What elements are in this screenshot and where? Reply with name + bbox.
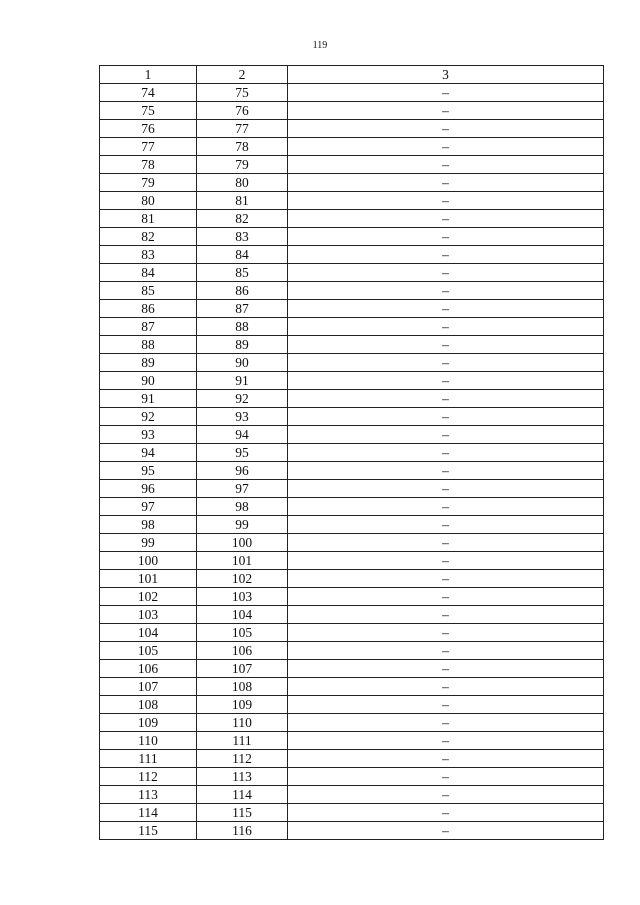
table-cell-col-3: –: [288, 318, 604, 336]
table-cell-col-1: 112: [100, 768, 197, 786]
table-cell-col-1: 114: [100, 804, 197, 822]
table-cell-col-3: –: [288, 354, 604, 372]
table-cell-col-2: 85: [197, 264, 288, 282]
table-cell-col-3: –: [288, 174, 604, 192]
table-cell-col-3: –: [288, 102, 604, 120]
table-cell-col-3: –: [288, 444, 604, 462]
table-row: [100, 678, 604, 696]
table-cell-col-3: –: [288, 228, 604, 246]
table-cell-col-2: 107: [197, 660, 288, 678]
table-row: [100, 336, 604, 354]
table-row: [100, 606, 604, 624]
table-cell-col-1: 74: [100, 84, 197, 102]
table-cell-col-3: –: [288, 372, 604, 390]
table-row: [100, 264, 604, 282]
table-row: [100, 822, 604, 840]
table-cell-col-2: 102: [197, 570, 288, 588]
table-cell-col-1: 102: [100, 588, 197, 606]
table-row: [100, 462, 604, 480]
table-cell-col-3: –: [288, 516, 604, 534]
table-row: [100, 552, 604, 570]
table-cell-col-2: 104: [197, 606, 288, 624]
table-row: [100, 660, 604, 678]
table-cell-col-1: 81: [100, 210, 197, 228]
table-cell-col-3: –: [288, 696, 604, 714]
table-cell-col-3: –: [288, 84, 604, 102]
table-cell-col-1: 87: [100, 318, 197, 336]
table-cell-col-3: –: [288, 156, 604, 174]
table-cell-col-2: 83: [197, 228, 288, 246]
table-cell-col-3: –: [288, 264, 604, 282]
table-cell-col-3: –: [288, 282, 604, 300]
table-row: [100, 732, 604, 750]
table-cell-col-1: 76: [100, 120, 197, 138]
table-cell-col-3: –: [288, 786, 604, 804]
table-row: [100, 696, 604, 714]
table-row: [100, 354, 604, 372]
table-cell-col-3: –: [288, 120, 604, 138]
table-cell-col-2: 91: [197, 372, 288, 390]
table-cell-col-3: –: [288, 714, 604, 732]
table-cell-col-2: 108: [197, 678, 288, 696]
table-cell-col-1: 80: [100, 192, 197, 210]
table-row: [100, 192, 604, 210]
table-cell-col-2: 110: [197, 714, 288, 732]
table-row: [100, 372, 604, 390]
table-cell-col-1: 94: [100, 444, 197, 462]
header-row: [100, 66, 604, 84]
table-row: [100, 750, 604, 768]
table-cell-col-1: 105: [100, 642, 197, 660]
table-cell-col-3: –: [288, 678, 604, 696]
table-row: [100, 390, 604, 408]
table-row: [100, 714, 604, 732]
table-row: [100, 102, 604, 120]
table-row: [100, 534, 604, 552]
table-row: [100, 624, 604, 642]
table-cell-col-2: 75: [197, 84, 288, 102]
table-cell-col-1: 92: [100, 408, 197, 426]
table-cell-col-1: 93: [100, 426, 197, 444]
table-row: [100, 210, 604, 228]
table-cell-col-2: 106: [197, 642, 288, 660]
table-cell-col-2: 97: [197, 480, 288, 498]
table-row: [100, 318, 604, 336]
table-row: [100, 120, 604, 138]
table-cell-col-3: –: [288, 408, 604, 426]
table-cell-col-2: 86: [197, 282, 288, 300]
table-cell-col-3: –: [288, 822, 604, 840]
table-cell-col-1: 104: [100, 624, 197, 642]
table-cell-col-2: 112: [197, 750, 288, 768]
table-cell-col-2: 98: [197, 498, 288, 516]
table-cell-col-1: 95: [100, 462, 197, 480]
table-cell-col-1: 108: [100, 696, 197, 714]
table-cell-col-1: 86: [100, 300, 197, 318]
table-row: [100, 786, 604, 804]
table-cell-col-1: 99: [100, 534, 197, 552]
table-cell-col-1: 101: [100, 570, 197, 588]
table-row: [100, 174, 604, 192]
table-cell-col-2: 77: [197, 120, 288, 138]
header-cell-1: 1: [100, 66, 197, 84]
table-cell-col-1: 89: [100, 354, 197, 372]
table-cell-col-2: 96: [197, 462, 288, 480]
table-row: [100, 804, 604, 822]
table-cell-col-3: –: [288, 336, 604, 354]
table-cell-col-2: 92: [197, 390, 288, 408]
table-cell-col-1: 85: [100, 282, 197, 300]
table-cell-col-2: 93: [197, 408, 288, 426]
table-cell-col-3: –: [288, 426, 604, 444]
table-row: [100, 480, 604, 498]
table-row: [100, 516, 604, 534]
table-cell-col-2: 114: [197, 786, 288, 804]
table-cell-col-3: –: [288, 660, 604, 678]
table-cell-col-2: 94: [197, 426, 288, 444]
table-row: [100, 228, 604, 246]
table-cell-col-1: 77: [100, 138, 197, 156]
table-cell-col-1: 78: [100, 156, 197, 174]
table-cell-col-3: –: [288, 750, 604, 768]
table-cell-col-3: –: [288, 768, 604, 786]
table-cell-col-3: –: [288, 804, 604, 822]
table-cell-col-2: 76: [197, 102, 288, 120]
table-cell-col-3: –: [288, 462, 604, 480]
table-cell-col-3: –: [288, 552, 604, 570]
table-cell-col-2: 89: [197, 336, 288, 354]
table-cell-col-3: –: [288, 210, 604, 228]
table-cell-col-1: 97: [100, 498, 197, 516]
table-row: [100, 570, 604, 588]
table-cell-col-1: 103: [100, 606, 197, 624]
header-cell-2: 2: [197, 66, 288, 84]
table-cell-col-1: 113: [100, 786, 197, 804]
table-cell-col-1: 91: [100, 390, 197, 408]
table-cell-col-2: 87: [197, 300, 288, 318]
table-cell-col-2: 82: [197, 210, 288, 228]
data-table: [99, 65, 604, 840]
table-cell-col-2: 80: [197, 174, 288, 192]
table-cell-col-3: –: [288, 570, 604, 588]
table-cell-col-3: –: [288, 300, 604, 318]
table-cell-col-2: 101: [197, 552, 288, 570]
table-row: [100, 246, 604, 264]
table-cell-col-1: 115: [100, 822, 197, 840]
table-row: [100, 426, 604, 444]
table-cell-col-2: 109: [197, 696, 288, 714]
table-cell-col-3: –: [288, 498, 604, 516]
table-row: [100, 498, 604, 516]
table-cell-col-1: 111: [100, 750, 197, 768]
page-number: 119: [312, 40, 328, 51]
table-cell-col-2: 90: [197, 354, 288, 372]
table-cell-col-1: 82: [100, 228, 197, 246]
table-cell-col-1: 83: [100, 246, 197, 264]
table-cell-col-2: 100: [197, 534, 288, 552]
table-cell-col-3: –: [288, 480, 604, 498]
table-cell-col-2: 84: [197, 246, 288, 264]
table-cell-col-3: –: [288, 588, 604, 606]
table-row: [100, 588, 604, 606]
table-cell-col-1: 84: [100, 264, 197, 282]
table-cell-col-2: 79: [197, 156, 288, 174]
table-cell-col-3: –: [288, 192, 604, 210]
table-cell-col-3: –: [288, 606, 604, 624]
table-cell-col-1: 110: [100, 732, 197, 750]
table-row: [100, 768, 604, 786]
table-cell-col-3: –: [288, 390, 604, 408]
table-row: [100, 138, 604, 156]
table-cell-col-3: –: [288, 534, 604, 552]
table-cell-col-2: 115: [197, 804, 288, 822]
header-cell-3: 3: [288, 66, 604, 84]
table-cell-col-1: 88: [100, 336, 197, 354]
table-cell-col-1: 109: [100, 714, 197, 732]
table-cell-col-1: 79: [100, 174, 197, 192]
table-cell-col-1: 98: [100, 516, 197, 534]
table-cell-col-1: 100: [100, 552, 197, 570]
table-row: [100, 282, 604, 300]
table-cell-col-1: 106: [100, 660, 197, 678]
table-cell-col-2: 105: [197, 624, 288, 642]
table-cell-col-3: –: [288, 624, 604, 642]
table-cell-col-2: 81: [197, 192, 288, 210]
table-cell-col-2: 78: [197, 138, 288, 156]
table-cell-col-1: 90: [100, 372, 197, 390]
table-row: [100, 642, 604, 660]
table-row: [100, 84, 604, 102]
table-row: [100, 408, 604, 426]
table-body: [100, 66, 604, 840]
table-cell-col-1: 96: [100, 480, 197, 498]
table-cell-col-3: –: [288, 138, 604, 156]
table-cell-col-2: 113: [197, 768, 288, 786]
table-cell-col-1: 107: [100, 678, 197, 696]
table-row: [100, 300, 604, 318]
table-cell-col-2: 88: [197, 318, 288, 336]
table-cell-col-2: 95: [197, 444, 288, 462]
table-cell-col-1: 75: [100, 102, 197, 120]
table-cell-col-2: 116: [197, 822, 288, 840]
table-cell-col-3: –: [288, 246, 604, 264]
table-cell-col-2: 111: [197, 732, 288, 750]
table-row: [100, 156, 604, 174]
table-cell-col-3: –: [288, 642, 604, 660]
table-cell-col-2: 99: [197, 516, 288, 534]
table-cell-col-2: 103: [197, 588, 288, 606]
table-cell-col-3: –: [288, 732, 604, 750]
table-row: [100, 444, 604, 462]
